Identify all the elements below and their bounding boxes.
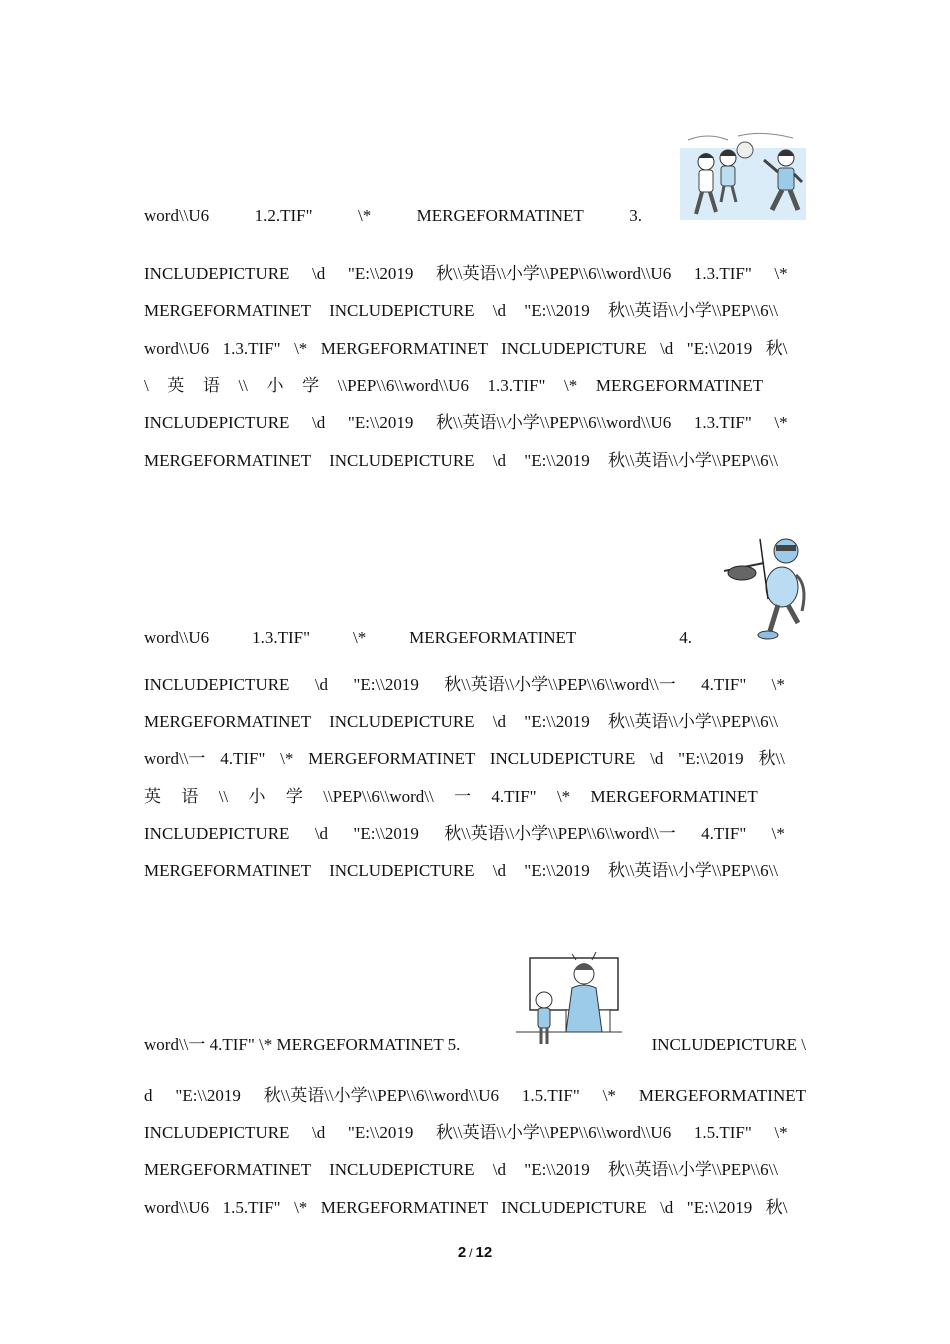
field-code-line: INCLUDEPICTURE \d "E:\\2019 秋\\英语\\小学\\PEP\\6\\word\\U6 1.3.TIF" \* bbox=[144, 413, 788, 432]
page-number bbox=[0, 1244, 950, 1261]
field-code-token: word\\U6 bbox=[144, 628, 210, 647]
total-pages: 12 bbox=[475, 1244, 493, 1261]
item-number: 3. bbox=[629, 206, 642, 225]
field-code-token: word\\U6 bbox=[144, 206, 210, 225]
page-separator: / bbox=[469, 1246, 473, 1260]
field-code-line: MERGEFORMATINET INCLUDEPICTURE \d "E:\\2019 秋\\英语\\小学\\PEP\\6\\ bbox=[144, 1160, 779, 1179]
field-code-line: MERGEFORMATINET INCLUDEPICTURE \d "E:\\2019 秋\\英语\\小学\\PEP\\6\\ bbox=[144, 301, 779, 320]
field-code-token: \* bbox=[352, 628, 367, 647]
field-code-line: word\\U6 1.3.TIF" \* MERGEFORMATINET INCLUDEPICTURE \d "E:\\2019 秋\ bbox=[144, 339, 788, 358]
item-number: 4. bbox=[679, 628, 692, 647]
field-code-token: 1.3.TIF" bbox=[252, 628, 311, 647]
field-code-lead: word\\一 4.TIF" \* MERGEFORMATINET 5. bbox=[144, 1035, 461, 1054]
field-code-line: MERGEFORMATINET INCLUDEPICTURE \d "E:\\2019 秋\\英语\\小学\\PEP\\6\\ bbox=[144, 861, 779, 880]
field-code-line: INCLUDEPICTURE \d "E:\\2019 秋\\英语\\小学\\PEP\\6\\word\\一 4.TIF" \* bbox=[144, 675, 785, 694]
field-code-token: 1.2.TIF" bbox=[254, 206, 313, 225]
field-code-token: \* bbox=[357, 206, 372, 225]
field-code-line: word\\一 4.TIF" \* MERGEFORMATINET INCLUDEPICTURE \d "E:\\2019 秋\\ bbox=[144, 749, 785, 768]
field-code-lead-tail: INCLUDEPICTURE \ bbox=[651, 1035, 806, 1054]
field-code-line: INCLUDEPICTURE \d "E:\\2019 秋\\英语\\小学\\PEP\\6\\word\\一 4.TIF" \* bbox=[144, 824, 785, 843]
field-code-line: 英 语 \\ 小 学 \\PEP\\6\\word\\ 一 4.TIF" \* MERGEFORMATINET bbox=[144, 787, 758, 806]
field-code-line: word\\U6 1.5.TIF" \* MERGEFORMATINET INCLUDEPICTURE \d "E:\\2019 秋\ bbox=[144, 1198, 788, 1217]
field-code-line: d "E:\\2019 秋\\英语\\小学\\PEP\\6\\word\\U6 1.5.TIF" \* MERGEFORMATINET bbox=[144, 1086, 806, 1105]
field-code-line: INCLUDEPICTURE \d "E:\\2019 秋\\英语\\小学\\PEP\\6\\word\\U6 1.3.TIF" \* bbox=[144, 264, 788, 283]
field-code-line: INCLUDEPICTURE \d "E:\\2019 秋\\英语\\小学\\PEP\\6\\word\\U6 1.5.TIF" \* bbox=[144, 1123, 788, 1142]
field-code-token: MERGEFORMATINET bbox=[409, 628, 577, 647]
current-page: 2 bbox=[457, 1244, 467, 1261]
field-code-token: MERGEFORMATINET bbox=[416, 206, 584, 225]
field-code-line: \ 英 语 \\ 小 学 \\PEP\\6\\word\\U6 1.3.TIF" \* MERGEFORMATINET bbox=[144, 376, 764, 395]
field-code-line: MERGEFORMATINET INCLUDEPICTURE \d "E:\\2019 秋\\英语\\小学\\PEP\\6\\ bbox=[144, 451, 779, 470]
field-code-line: MERGEFORMATINET INCLUDEPICTURE \d "E:\\2019 秋\\英语\\小学\\PEP\\6\\ bbox=[144, 712, 779, 731]
